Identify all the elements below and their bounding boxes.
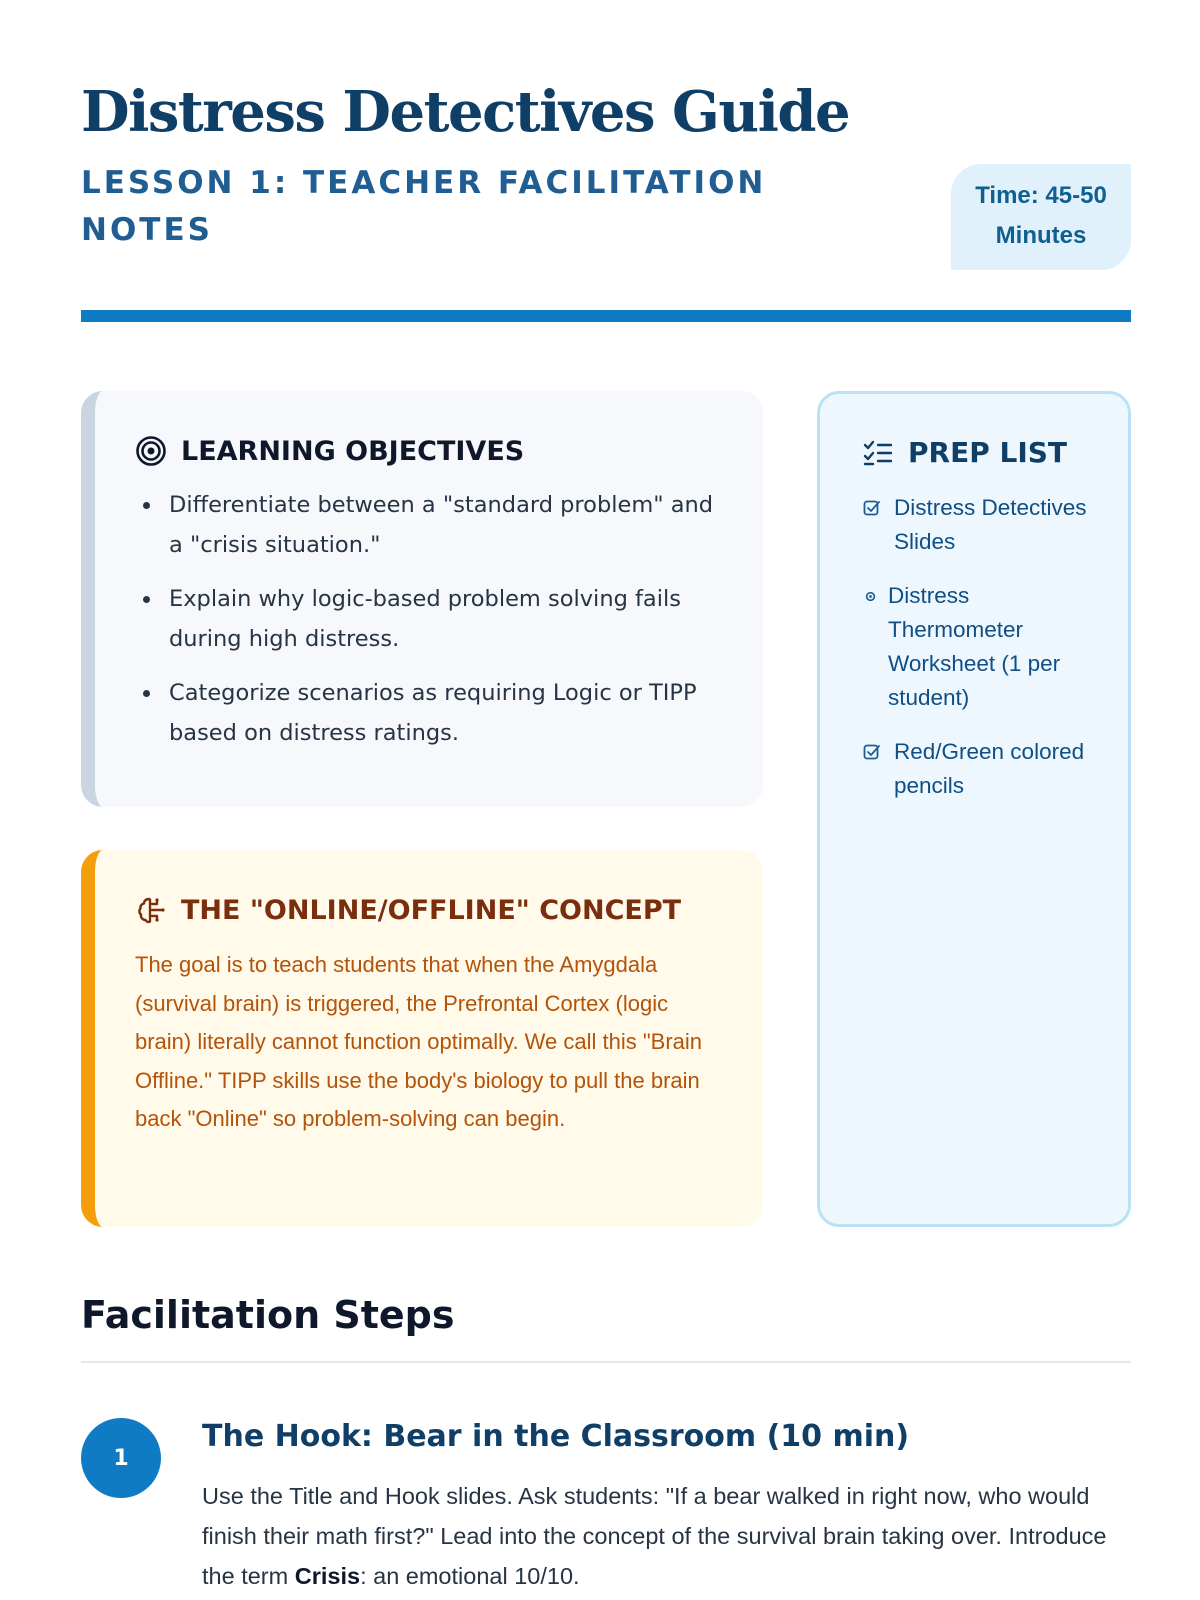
learning-objectives-title: LEARNING OBJECTIVES — [181, 435, 525, 467]
facilitation-steps-heading: Facilitation Steps — [81, 1293, 455, 1337]
concept-title: THE "ONLINE/OFFLINE" CONCEPT — [181, 894, 682, 926]
prep-item-label: Red/Green colored pencils — [894, 739, 1085, 798]
dot-icon — [865, 591, 876, 602]
lesson-subtitle: LESSON 1: TEACHER FACILITATION NOTES — [81, 165, 767, 248]
step-text-after: : an emotional 10/10. — [360, 1563, 580, 1589]
time-badge: Time: 45-50 Minutes — [951, 164, 1131, 270]
checklist-icon — [862, 437, 894, 469]
header-divider — [81, 310, 1131, 322]
page-title: Distress Detectives Guide — [81, 79, 850, 145]
prep-item-label: Distress Thermometer Worksheet (1 per student) — [888, 583, 1061, 710]
step-text-before: Use the Title and Hook slides. Ask students: "If a bear walked in right now, who would finish their math first?" Lead into the concept of the survival brain taking over. Introduce the term — [202, 1483, 1107, 1589]
learning-objectives-card — [81, 391, 763, 807]
list-item: Categorize scenarios as requiring Logic or TIPP based on distress ratings. — [135, 673, 723, 753]
learning-objectives-heading — [135, 435, 723, 467]
objectives-list — [135, 485, 723, 753]
prep-list-heading — [862, 436, 1108, 469]
prep-item-label: Distress Detectives Slides — [894, 495, 1087, 554]
prep-list-title: PREP LIST — [908, 436, 1068, 469]
list-item: Explain why logic-based problem solving fails during high distress. — [135, 579, 723, 659]
checkbox-icon — [862, 742, 882, 762]
section-divider — [81, 1361, 1131, 1363]
list-item — [862, 491, 1108, 559]
target-icon — [135, 435, 167, 467]
step-description — [202, 1476, 1134, 1596]
checkbox-icon — [862, 498, 882, 518]
prep-items — [862, 491, 1108, 803]
step-title: The Hook: Bear in the Classroom (10 min) — [202, 1419, 910, 1454]
concept-text: The goal is to teach students that when the Amygdala (survival brain) is triggered, the Prefrontal Cortex (logic brain) literally cannot function optimally. We call this "Brain Offline." TIPP skills use the body's biology to pull the brain back "Online" so problem-solving can begin. — [135, 952, 703, 1131]
online-offline-concept-card — [81, 850, 763, 1227]
brain-icon — [135, 894, 167, 926]
list-item: Differentiate between a "standard problem" and a "crisis situation." — [135, 485, 723, 565]
list-item — [862, 579, 1108, 715]
list-item — [862, 735, 1108, 803]
step-key-term: Crisis — [294, 1563, 361, 1589]
prep-list-card — [817, 391, 1131, 1227]
concept-heading — [135, 894, 723, 926]
step-number-badge: 1 — [81, 1418, 161, 1498]
